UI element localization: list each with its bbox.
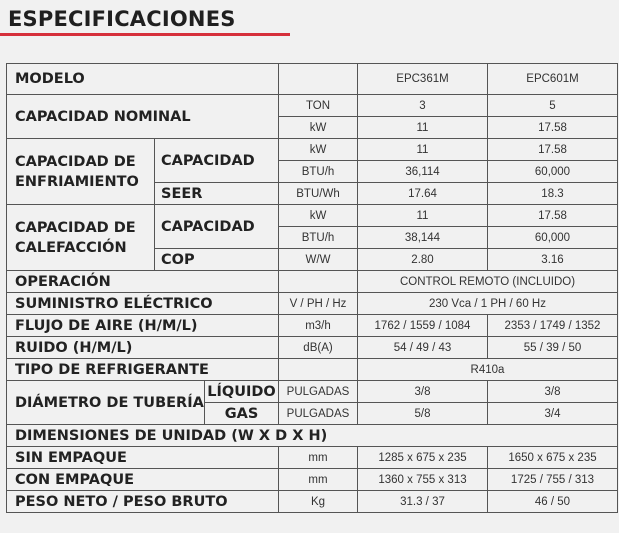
- table-row: [7, 447, 618, 469]
- value-cell: 17.58: [488, 205, 618, 227]
- unit-cell: V / PH / Hz: [279, 293, 358, 315]
- value-cell: 3/8: [488, 381, 618, 403]
- value-cell: 55 / 39 / 50: [488, 337, 618, 359]
- unit-cell: mm: [279, 469, 358, 491]
- unit-cell: kW: [279, 139, 358, 161]
- operacion-value: CONTROL REMOTO (INCLUIDO): [358, 271, 618, 293]
- value-cell: 17.58: [488, 117, 618, 139]
- table-row: [7, 271, 618, 293]
- value-cell: 17.64: [358, 183, 488, 205]
- calefaccion-label: CAPACIDAD DE CALEFACCIÓN: [7, 205, 155, 271]
- refrigerante-label: TIPO DE REFRIGERANTE: [7, 359, 279, 381]
- value-cell: 31.3 / 37: [358, 491, 488, 513]
- unit-cell: m3/h: [279, 315, 358, 337]
- table-row: [7, 359, 618, 381]
- value-cell: 46 / 50: [488, 491, 618, 513]
- suministro-label: SUMINISTRO ELÉCTRICO: [7, 293, 279, 315]
- page-title: ESPECIFICACIONES: [8, 7, 236, 31]
- sin-empaque-label: SIN EMPAQUE: [7, 447, 279, 469]
- cop-label: COP: [155, 249, 279, 271]
- unit-cell: dB(A): [279, 337, 358, 359]
- value-cell: 2353 / 1749 / 1352: [488, 315, 618, 337]
- model-2: EPC601M: [488, 64, 618, 95]
- calefaccion-capacidad-label: CAPACIDAD: [155, 205, 279, 249]
- dimensiones-label: DIMENSIONES DE UNIDAD (W X D X H): [7, 425, 618, 447]
- value-cell: 5: [488, 95, 618, 117]
- value-cell: 38,144: [358, 227, 488, 249]
- modelo-unit-cell: [279, 64, 358, 95]
- table-row: [7, 315, 618, 337]
- unit-cell: [279, 359, 358, 381]
- tuberia-label: DIÁMETRO DE TUBERÍA: [7, 381, 205, 425]
- table-row: [7, 95, 618, 117]
- modelo-label: MODELO: [7, 64, 279, 95]
- value-cell: 60,000: [488, 227, 618, 249]
- value-cell: 1650 x 675 x 235: [488, 447, 618, 469]
- title-underline: [0, 33, 290, 36]
- unit-cell: BTU/h: [279, 161, 358, 183]
- gas-label: GAS: [205, 403, 279, 425]
- value-cell: 2.80: [358, 249, 488, 271]
- unit-cell: BTU/h: [279, 227, 358, 249]
- unit-cell: W/W: [279, 249, 358, 271]
- unit-cell: BTU/Wh: [279, 183, 358, 205]
- table-row: [7, 337, 618, 359]
- specifications-table: [6, 63, 618, 513]
- con-empaque-label: CON EMPAQUE: [7, 469, 279, 491]
- value-cell: 1360 x 755 x 313: [358, 469, 488, 491]
- flujo-label: FLUJO DE AIRE (H/M/L): [7, 315, 279, 337]
- unit-cell: TON: [279, 95, 358, 117]
- enfriamiento-capacidad-label: CAPACIDAD: [155, 139, 279, 183]
- value-cell: 60,000: [488, 161, 618, 183]
- model-1: EPC361M: [358, 64, 488, 95]
- refrigerante-value: R410a: [358, 359, 618, 381]
- value-cell: 11: [358, 117, 488, 139]
- value-cell: 54 / 49 / 43: [358, 337, 488, 359]
- value-cell: 5/8: [358, 403, 488, 425]
- unit-cell: kW: [279, 205, 358, 227]
- table-row: [7, 139, 618, 161]
- unit-cell: PULGADAS: [279, 381, 358, 403]
- ruido-label: RUIDO (H/M/L): [7, 337, 279, 359]
- unit-cell: mm: [279, 447, 358, 469]
- suministro-value: 230 Vca / 1 PH / 60 Hz: [358, 293, 618, 315]
- value-cell: 3/8: [358, 381, 488, 403]
- value-cell: 3/4: [488, 403, 618, 425]
- unit-cell: [279, 271, 358, 293]
- value-cell: 11: [358, 139, 488, 161]
- operacion-label: OPERACIÓN: [7, 271, 279, 293]
- enfriamiento-label: CAPACIDAD DE ENFRIAMIENTO: [7, 139, 155, 205]
- value-cell: 18.3: [488, 183, 618, 205]
- table-row: [7, 381, 618, 403]
- value-cell: 1285 x 675 x 235: [358, 447, 488, 469]
- liquido-label: LÍQUIDO: [205, 381, 279, 403]
- table-row: [7, 205, 618, 227]
- table-row: [7, 293, 618, 315]
- table-row: [7, 425, 618, 447]
- table-row: [7, 491, 618, 513]
- value-cell: 1762 / 1559 / 1084: [358, 315, 488, 337]
- value-cell: 11: [358, 205, 488, 227]
- value-cell: 17.58: [488, 139, 618, 161]
- seer-label: SEER: [155, 183, 279, 205]
- unit-cell: PULGADAS: [279, 403, 358, 425]
- table-row: [7, 64, 618, 95]
- value-cell: 36,114: [358, 161, 488, 183]
- value-cell: 1725 / 755 / 313: [488, 469, 618, 491]
- unit-cell: Kg: [279, 491, 358, 513]
- capacidad-nominal-label: CAPACIDAD NOMINAL: [7, 95, 279, 139]
- unit-cell: kW: [279, 117, 358, 139]
- table-row: [7, 469, 618, 491]
- value-cell: 3: [358, 95, 488, 117]
- value-cell: 3.16: [488, 249, 618, 271]
- peso-label: PESO NETO / PESO BRUTO: [7, 491, 279, 513]
